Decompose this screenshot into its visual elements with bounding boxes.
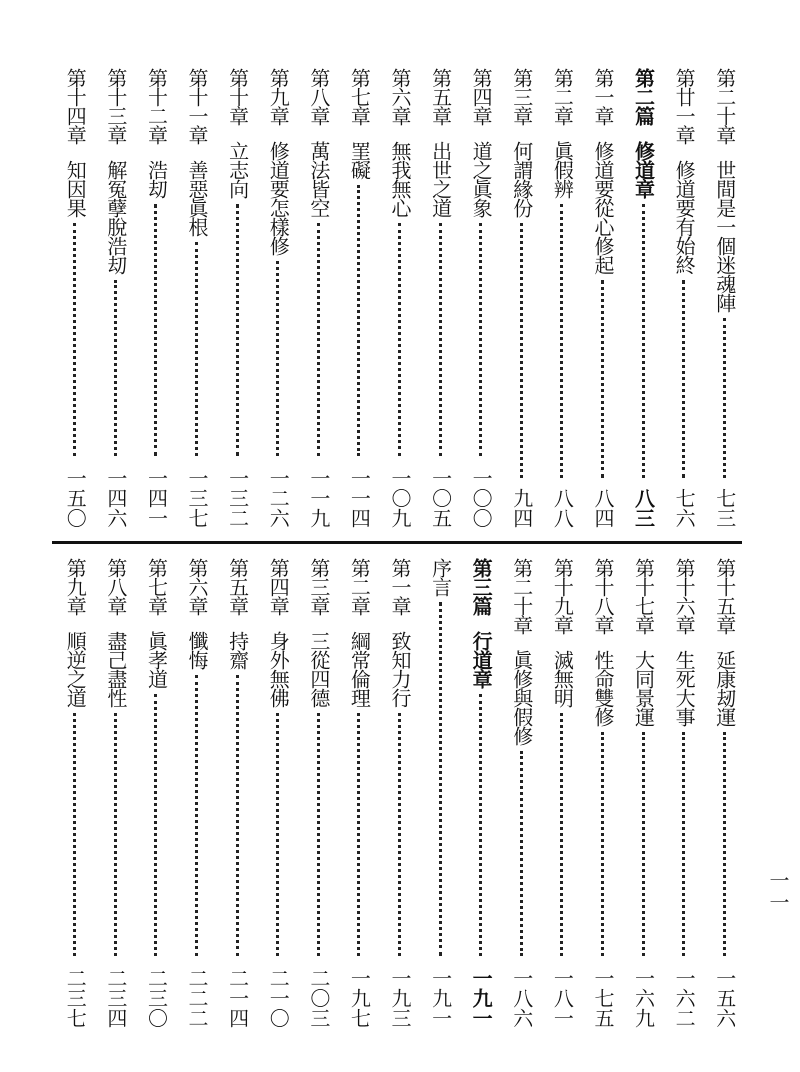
dot-leader — [114, 713, 117, 956]
page-ref: 一三二 — [225, 468, 250, 528]
page-ref: 一三七 — [185, 468, 210, 528]
toc-entry — [261, 558, 295, 1028]
dot-leader — [195, 675, 198, 956]
chapter-number: 第十四章 — [63, 68, 88, 144]
chapter-number: 第十五章 — [712, 558, 737, 634]
dot-leader — [560, 713, 563, 956]
toc-entry — [383, 558, 417, 1028]
page-ref: 一八六 — [509, 968, 534, 1028]
page-ref: 二三四 — [103, 968, 128, 1028]
toc-entry — [99, 558, 133, 1028]
chapter-title: 生死大事 — [672, 650, 697, 726]
chapter-title: 眞孝道 — [144, 631, 169, 688]
page-ref: 一六二 — [672, 968, 697, 1028]
chapter-title: 眞修與假修 — [509, 650, 534, 745]
chapter-title: 滅無明 — [550, 650, 575, 707]
toc-entry — [58, 558, 92, 1028]
page-ref: 一二六 — [266, 468, 291, 528]
toc-entry — [464, 68, 498, 528]
toc-entry — [58, 68, 92, 528]
chapter-number: 第四章 — [266, 558, 291, 615]
page-ref: 一一九 — [306, 468, 331, 528]
toc-entry — [180, 558, 214, 1028]
chapter-title: 持齋 — [225, 631, 250, 669]
chapter-title: 三從四德 — [306, 631, 331, 707]
chapter-number: 第十三章 — [103, 68, 128, 144]
chapter-title: 解冤孽脫浩刧 — [103, 160, 128, 274]
chapter-number: 第三章 — [509, 68, 534, 125]
page-ref: 一〇〇 — [469, 468, 494, 528]
chapter-number: 第三章 — [306, 558, 331, 615]
dot-leader — [398, 223, 401, 456]
dot-leader — [73, 713, 76, 956]
dot-leader — [682, 732, 685, 956]
dot-leader — [520, 223, 523, 478]
toc-entry — [221, 68, 255, 528]
page-ref: 一六九 — [631, 968, 656, 1028]
page-ref: 二三〇 — [144, 968, 169, 1028]
toc-entry — [139, 68, 173, 528]
toc-entry — [545, 558, 579, 1028]
chapter-title: 道之眞象 — [469, 141, 494, 217]
chapter-title: 延康刼運 — [712, 650, 737, 726]
toc-entry — [342, 68, 376, 528]
chapter-number: 第十七章 — [631, 558, 656, 634]
chapter-number: 第一章 — [590, 68, 615, 125]
toc-entry — [383, 68, 417, 528]
dot-leader — [154, 204, 157, 456]
page-ref: 二〇三 — [306, 968, 331, 1028]
toc-entry — [424, 68, 458, 528]
dot-leader — [601, 732, 604, 956]
chapter-number: 第六章 — [185, 558, 210, 615]
chapter-title: 善惡眞根 — [185, 160, 210, 236]
dot-leader — [154, 694, 157, 956]
chapter-number: 第十二章 — [144, 68, 169, 144]
chapter-title: 順逆之道 — [63, 631, 88, 707]
chapter-title: 無我無心 — [388, 141, 412, 217]
chapter-title: 修道章 — [631, 141, 656, 198]
page-ref: 一四六 — [103, 468, 128, 528]
toc-entry — [342, 558, 376, 1028]
page-ref: 一九一 — [469, 968, 494, 1028]
page-ref: 八八 — [550, 488, 575, 528]
page-ref: 一七五 — [590, 968, 615, 1028]
page-ref: 一〇九 — [388, 468, 412, 528]
chapter-number: 第二章 — [550, 68, 575, 125]
page-ref: 一一四 — [347, 468, 372, 528]
chapter-title: 出世之道 — [428, 141, 453, 217]
chapter-title: 立志向 — [225, 141, 250, 198]
dot-leader — [317, 223, 320, 456]
toc-entry — [708, 68, 742, 528]
toc-entry — [261, 68, 295, 528]
page-number: 一一 — [766, 870, 790, 914]
chapter-number: 第九章 — [63, 558, 88, 615]
toc-entry — [545, 68, 579, 528]
dot-leader — [276, 261, 279, 456]
chapter-title: 懺悔 — [185, 631, 210, 669]
chapter-title: 大同景運 — [631, 650, 656, 726]
chapter-title: 罣礙 — [347, 141, 372, 179]
chapter-title: 行道章 — [469, 631, 494, 688]
page-ref: 二三七 — [63, 968, 88, 1028]
toc-entry — [505, 68, 539, 528]
page-ref: 七六 — [672, 488, 697, 528]
chapter-title: 何謂緣份 — [509, 141, 534, 217]
dot-leader — [357, 185, 360, 456]
page-ref: 一九七 — [347, 968, 372, 1028]
toc-top-half — [55, 68, 745, 528]
page-ref: 二一〇 — [266, 968, 291, 1028]
page-ref: 一五六 — [712, 968, 737, 1028]
page-ref: 八三 — [631, 488, 656, 528]
toc-entry — [708, 558, 742, 1028]
chapter-title: 身外無佛 — [266, 631, 291, 707]
dot-leader — [195, 242, 198, 456]
toc-entry — [302, 68, 336, 528]
chapter-title: 性命雙修 — [590, 650, 615, 726]
chapter-title: 萬法皆空 — [306, 141, 331, 217]
chapter-number: 第二十章 — [712, 68, 737, 144]
dot-leader — [317, 713, 320, 956]
toc-entry — [302, 558, 336, 1028]
toc-entry — [180, 68, 214, 528]
section-divider — [52, 541, 742, 544]
dot-leader — [682, 280, 685, 478]
page-ref: 一九一 — [428, 968, 453, 1028]
dot-leader — [236, 204, 239, 456]
chapter-number: 第一章 — [388, 558, 412, 615]
chapter-title: 世間是一個迷魂陣 — [712, 160, 737, 312]
chapter-title: 修道要有始終 — [672, 160, 697, 274]
dot-leader — [479, 694, 482, 956]
toc-entry — [667, 68, 701, 528]
dot-leader — [520, 751, 523, 956]
dot-leader — [642, 204, 645, 478]
chapter-number: 第十九章 — [550, 558, 575, 634]
chapter-title: 眞假辨 — [550, 141, 575, 198]
chapter-number: 第廿一章 — [672, 68, 697, 144]
page-ref: 一八一 — [550, 968, 575, 1028]
chapter-number: 第七章 — [347, 68, 372, 125]
chapter-number: 第十章 — [225, 68, 250, 125]
chapter-title: 修道要怎樣修 — [266, 141, 291, 255]
page-ref: 七三 — [712, 488, 737, 528]
chapter-number: 第六章 — [388, 68, 412, 125]
toc-entry — [424, 558, 458, 1028]
chapter-number: 第三篇 — [469, 558, 494, 615]
chapter-number: 第九章 — [266, 68, 291, 125]
dot-leader — [479, 223, 482, 456]
chapter-number: 第十八章 — [590, 558, 615, 634]
page-ref: 一九三 — [388, 968, 412, 1028]
chapter-title: 浩刧 — [144, 160, 169, 198]
toc-entry — [667, 558, 701, 1028]
dot-leader — [723, 732, 726, 956]
dot-leader — [560, 204, 563, 478]
chapter-title: 綱常倫理 — [347, 631, 372, 707]
page-ref: 一五〇 — [63, 468, 88, 528]
chapter-title: 修道要從心修起 — [590, 141, 615, 274]
page-ref: 八四 — [590, 488, 615, 528]
page-ref: 一四一 — [144, 468, 169, 528]
toc-entry — [99, 68, 133, 528]
chapter-number: 第十一章 — [185, 68, 210, 144]
dot-leader — [439, 602, 442, 956]
chapter-title: 知因果 — [63, 160, 88, 217]
dot-leader — [276, 713, 279, 956]
dot-leader — [439, 223, 442, 456]
dot-leader — [73, 223, 76, 456]
toc-bottom-half — [55, 558, 745, 1028]
chapter-number: 第二篇 — [631, 68, 656, 125]
page-ref: 二二二 — [185, 968, 210, 1028]
chapter-number: 第八章 — [103, 558, 128, 615]
toc-entry — [586, 558, 620, 1028]
dot-leader — [398, 713, 401, 956]
dot-leader — [357, 713, 360, 956]
chapter-number: 第十六章 — [672, 558, 697, 634]
dot-leader — [236, 675, 239, 956]
chapter-number: 第五章 — [225, 558, 250, 615]
dot-leader — [114, 280, 117, 456]
chapter-number: 第八章 — [306, 68, 331, 125]
chapter-number: 序言 — [428, 558, 453, 596]
chapter-number: 第七章 — [144, 558, 169, 615]
dot-leader — [642, 732, 645, 956]
page-ref: 九四 — [509, 488, 534, 528]
toc-part-heading — [627, 68, 661, 528]
dot-leader — [601, 280, 604, 478]
chapter-number: 第二十章 — [509, 558, 534, 634]
chapter-number: 第五章 — [428, 68, 453, 125]
chapter-number: 第四章 — [469, 68, 494, 125]
page-ref: 一〇五 — [428, 468, 453, 528]
toc-entry — [586, 68, 620, 528]
chapter-title: 盡己盡性 — [103, 631, 128, 707]
page-ref: 二一四 — [225, 968, 250, 1028]
dot-leader — [723, 318, 726, 478]
chapter-number: 第二章 — [347, 558, 372, 615]
chapter-title: 致知力行 — [388, 631, 412, 707]
toc-entry — [139, 558, 173, 1028]
toc-entry — [505, 558, 539, 1028]
toc-entry — [221, 558, 255, 1028]
toc-entry — [627, 558, 661, 1028]
toc-part-heading — [464, 558, 498, 1028]
